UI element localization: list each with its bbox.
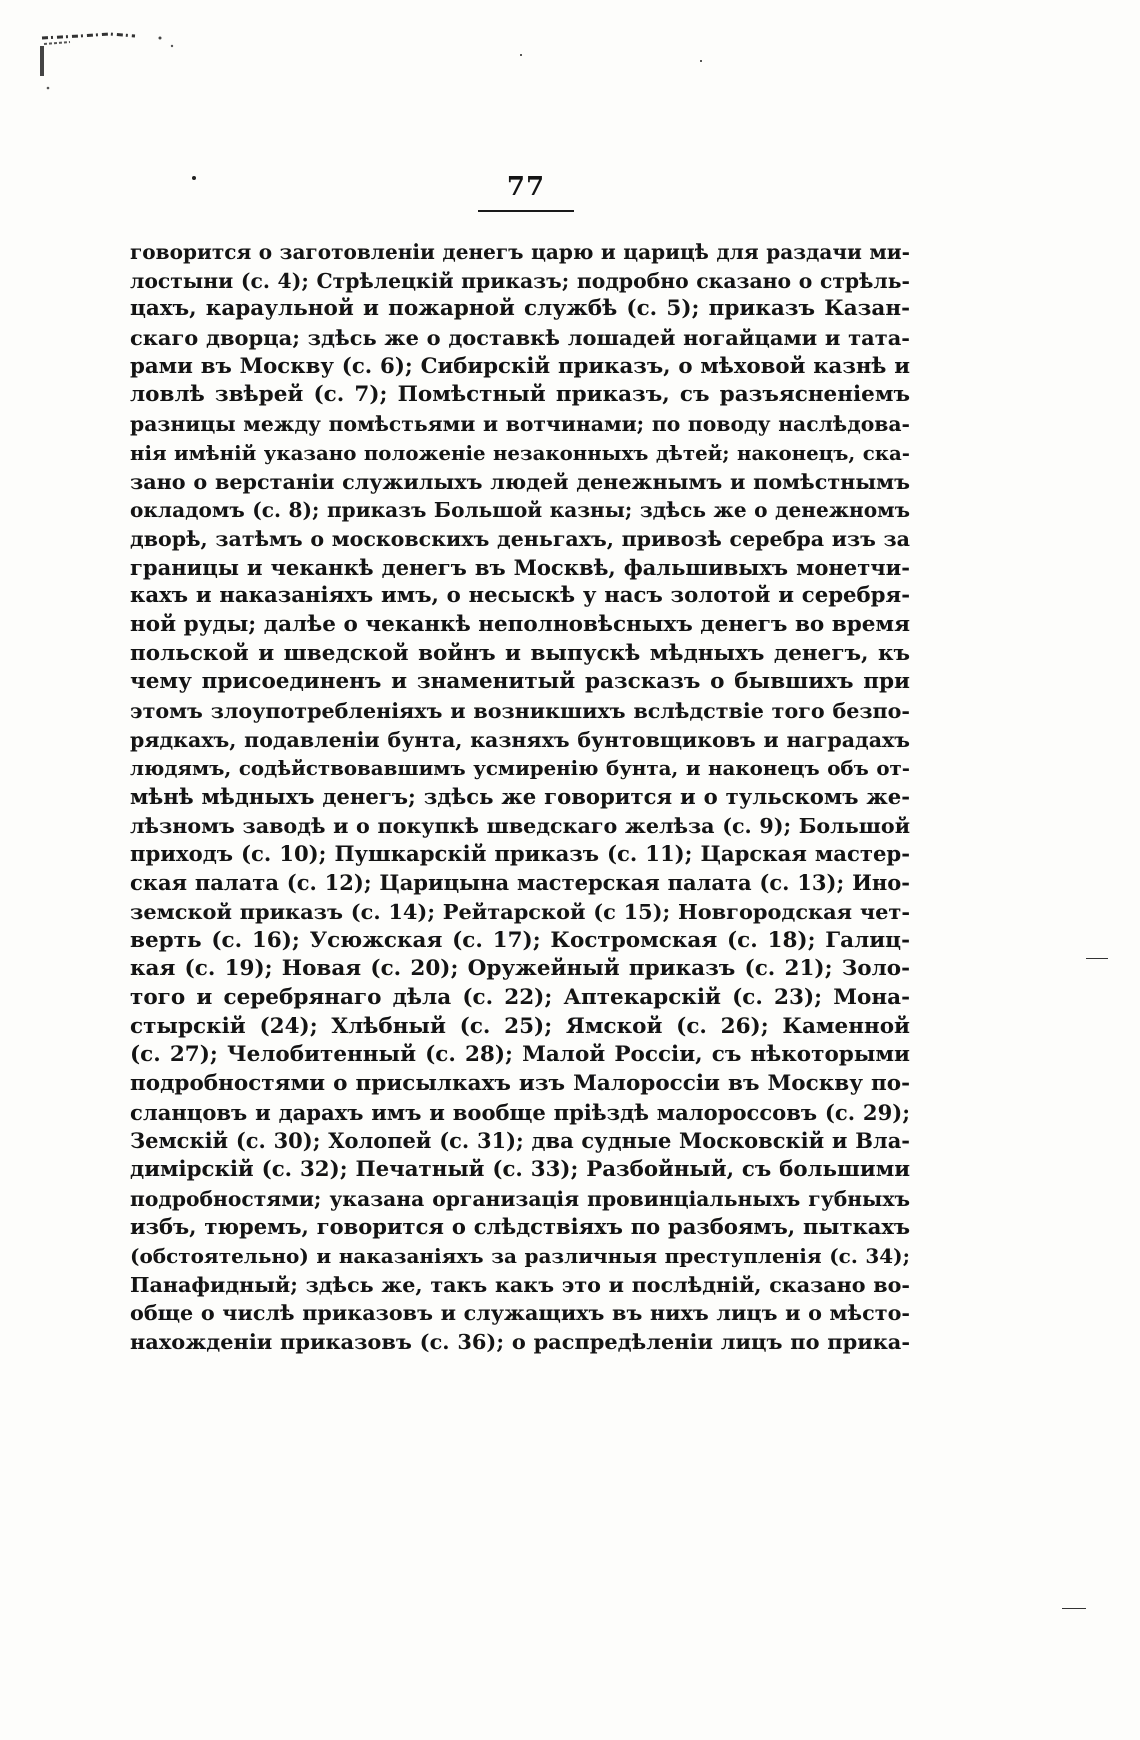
text-line: кахъ и наказаніяхъ имъ, о несыскѣ у насъ золотой и серебря- [130, 583, 910, 609]
text-line: дворѣ, затѣмъ о московскихъ деньгахъ, привозѣ серебра изъ за [130, 526, 910, 551]
text-line: сланцовъ и дарахъ имъ и вообще пріѣздѣ малороссовъ (с. 29); [130, 1099, 910, 1125]
text-line: Земскій (с. 30); Холопей (с. 31); два судные Московскій и Вла- [130, 1128, 910, 1154]
text-line: чему присоединенъ и знаменитый разсказъ о бывшихъ при [130, 669, 910, 695]
text-line: рядкахъ, подавленіи бунта, казняхъ бунтовщиковъ и наградахъ [130, 727, 910, 752]
margin-mark [1062, 1608, 1086, 1609]
text-line: границы и чеканкѣ денегъ въ Москвѣ, фальшивыхъ монетчи- [130, 554, 910, 580]
text-line: (обстоятельно) и наказаніяхъ за различныя преступленія (с. 34); [130, 1244, 910, 1269]
text-line: земской приказъ (с. 14); Рейтарской (с 15); Новгородская чет- [130, 898, 910, 924]
text-line: ская палата (с. 12); Царицына мастерская палата (с. 13); Ино- [130, 870, 910, 896]
text-line: нахожденіи приказовъ (с. 36); о распредѣленіи лицъ по прика- [130, 1329, 910, 1355]
speck [520, 54, 522, 56]
text-line: разницы между помѣстьями и вотчинами; по поводу наслѣдова- [130, 412, 910, 437]
text-line: (с. 27); Челобитенный (с. 28); Малой Россіи, съ нѣкоторыми [130, 1042, 910, 1068]
text-line: людямъ, содѣйствовавшимъ усмиренію бунта, и наконецъ объ от- [130, 756, 910, 781]
page-number-rule [478, 210, 574, 212]
text-line: димірскій (с. 32); Печатный (с. 33); Разбойный, съ большими [130, 1157, 910, 1182]
text-line: мѣнѣ мѣдныхъ денегъ; здѣсь же говорится и о тульскомъ же- [130, 784, 910, 810]
text-line: этомъ злоупотребленіяхъ и возникшихъ вслѣдствіе того безпо- [130, 699, 910, 723]
text-line: говорится о заготовленіи денегъ царю и царицѣ для раздачи ми- [130, 240, 910, 264]
page-number: 77 [506, 172, 546, 202]
text-line: стырскій (24); Хлѣбный (с. 25); Ямской (с. 26); Каменной [130, 1013, 910, 1039]
text-line: лостыни (с. 4); Стрѣлецкій приказъ; подробно сказано о стрѣль- [130, 268, 910, 293]
text-line: обще о числѣ приказовъ и служащихъ въ нихъ лицъ и о мѣсто- [130, 1301, 910, 1326]
text-line: Панафидный; здѣсь же, такъ какъ это и послѣдній, сказано во- [130, 1272, 910, 1297]
text-line: избъ, тюремъ, говорится о слѣдствіяхъ по разбоямъ, пыткахъ [130, 1214, 910, 1240]
text-line: подробностями; указана организація провинціальныхъ губныхъ [130, 1186, 910, 1211]
text-line: цахъ, караульной и пожарной службѣ (с. 5); приказъ Казан- [130, 296, 910, 322]
text-line: рами въ Москву (с. 6); Сибирскій приказъ, о мѣховой казнѣ и [130, 353, 910, 379]
text-line: верть (с. 16); Усюжская (с. 17); Костромская (с. 18); Галиц- [130, 927, 910, 953]
text-line: подробностями о присылкахъ изъ Малороссіи въ Москву по- [130, 1070, 910, 1096]
text-line: нія имѣній указано положеніе незаконныхъ дѣтей; наконецъ, ска- [130, 440, 910, 465]
text-line: кая (с. 19); Новая (с. 20); Оружейный приказъ (с. 21); Золо- [130, 956, 910, 982]
speck [192, 176, 196, 180]
scan-artifact-mark [40, 26, 190, 96]
text-line: приходъ (с. 10); Пушкарскій приказъ (с. 11); Царская мастер- [130, 841, 910, 867]
text-line: того и серебрянаго дѣла (с. 22); Аптекарскій (с. 23); Мона- [130, 984, 910, 1010]
speck [700, 60, 702, 62]
body-text [130, 238, 910, 1357]
margin-mark [1086, 958, 1108, 959]
text-line: ловлѣ звѣрей (с. 7); Помѣстный приказъ, съ разъясненіемъ [130, 382, 910, 408]
text-line: польской и шведской войнъ и выпускѣ мѣдныхъ денегъ, къ [130, 640, 910, 666]
text-line: зано о верстаніи служилыхъ людей денежнымъ и помѣстнымъ [130, 469, 910, 494]
text-line: ной руды; далѣе о чеканкѣ неполновѣсныхъ денегъ во время [130, 611, 910, 637]
text-line: скаго дворца; здѣсь же о доставкѣ лошадей ногайцами и тата- [130, 325, 910, 351]
text-line: лѣзномъ заводѣ и о покупкѣ шведскаго желѣза (с. 9); Большой [130, 813, 910, 838]
text-line: окладомъ (с. 8); приказъ Большой казны; здѣсь же о денежномъ [130, 498, 910, 523]
